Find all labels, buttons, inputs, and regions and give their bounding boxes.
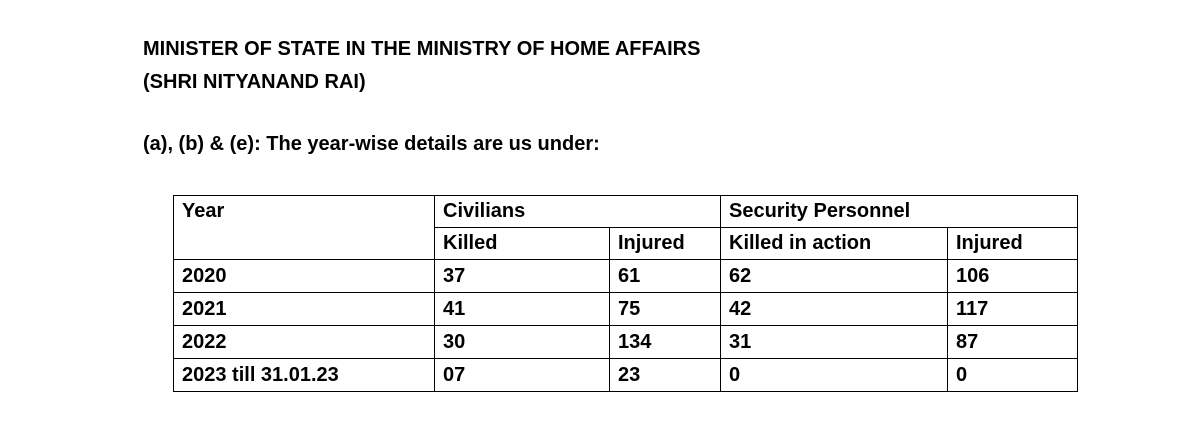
minister-title: MINISTER OF STATE IN THE MINISTRY OF HOME AFFAIRS	[143, 38, 701, 60]
cell-civilians-killed: 07	[435, 359, 610, 392]
cell-civilians-killed: 37	[435, 260, 610, 293]
cell-civilians-injured: 23	[610, 359, 721, 392]
answer-intro: (a), (b) & (e): The year-wise details are us under:	[143, 133, 600, 155]
minister-name: (SHRI NITYANAND RAI)	[143, 71, 366, 93]
cell-civilians-injured: 134	[610, 326, 721, 359]
cell-year: 2020	[174, 260, 435, 293]
cell-security-killed: 31	[721, 326, 948, 359]
minister-heading	[143, 33, 700, 99]
header-civilians-injured: Injured	[610, 228, 721, 260]
table-row	[174, 326, 1078, 359]
header-security-personnel: Security Personnel	[721, 196, 1078, 228]
table-row	[174, 260, 1078, 293]
cell-civilians-injured: 61	[610, 260, 721, 293]
cell-security-injured: 117	[948, 293, 1078, 326]
header-security-killed: Killed in action	[721, 228, 948, 260]
cell-security-injured: 0	[948, 359, 1078, 392]
cell-security-killed: 62	[721, 260, 948, 293]
cell-civilians-injured: 75	[610, 293, 721, 326]
header-civilians: Civilians	[435, 196, 721, 228]
cell-security-killed: 0	[721, 359, 948, 392]
cell-security-killed: 42	[721, 293, 948, 326]
cell-civilians-killed: 30	[435, 326, 610, 359]
cell-civilians-killed: 41	[435, 293, 610, 326]
cell-security-injured: 106	[948, 260, 1078, 293]
table-row	[174, 293, 1078, 326]
cell-security-injured: 87	[948, 326, 1078, 359]
header-security-injured: Injured	[948, 228, 1078, 260]
table-header-row	[174, 196, 1078, 228]
header-civilians-killed: Killed	[435, 228, 610, 260]
cell-year: 2023 till 31.01.23	[174, 359, 435, 392]
table-row	[174, 359, 1078, 392]
cell-year: 2021	[174, 293, 435, 326]
casualties-table	[173, 195, 1078, 392]
cell-year: 2022	[174, 326, 435, 359]
header-year: Year	[174, 196, 435, 260]
